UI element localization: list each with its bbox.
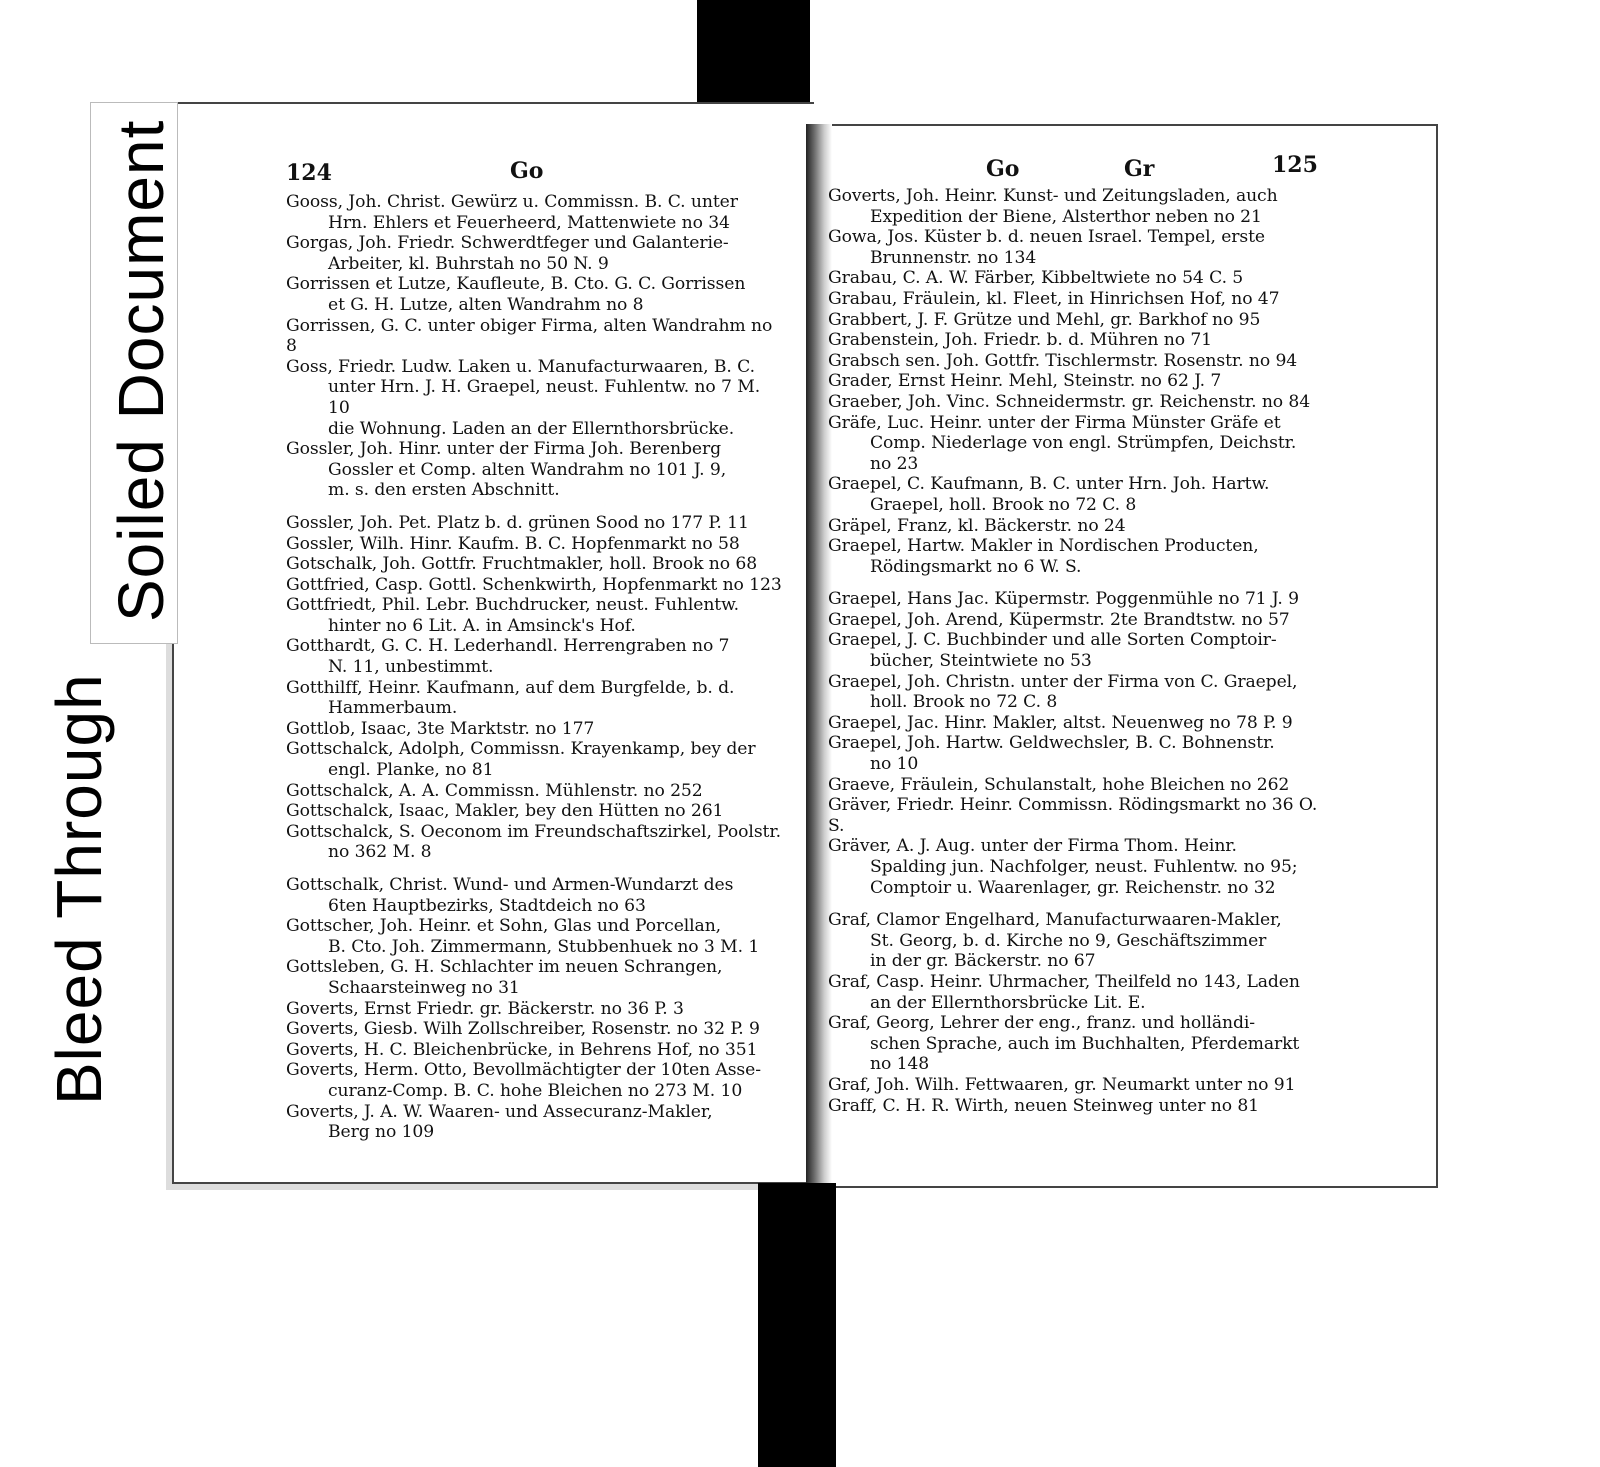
- entry-first-line: Gottfried, Casp. Gottl. Schenkwirth, Hopfenmarkt no 123: [286, 574, 782, 595]
- entry-first-line: Gotthardt, G. C. H. Lederhandl. Herrengraben no 7: [286, 636, 730, 657]
- entry-continuation-line: no 148: [870, 1054, 930, 1075]
- directory-entry: [286, 233, 786, 274]
- entry-first-line: Goss, Friedr. Ludw. Laken u. Manufacturwaaren, B. C.: [286, 356, 755, 377]
- directory-entry: [286, 534, 786, 555]
- entry-continuation-line: hinter no 6 Lit. A. in Amsinck's Hof.: [328, 615, 636, 636]
- entry-first-line: Gossler, Joh. Pet. Platz b. d. grünen Sood no 177 P. 11: [286, 512, 749, 533]
- entry-continuation-line: engl. Planke, no 81: [328, 760, 494, 781]
- entry-first-line: Graepel, Jac. Hinr. Makler, altst. Neuenweg no 78 P. 9: [828, 712, 1293, 733]
- directory-entry: [286, 822, 786, 863]
- bleed-through-label: Bleed Through: [43, 673, 115, 1105]
- entry-first-line: Gottfriedt, Phil. Lebr. Buchdrucker, neust. Fuhlentw.: [286, 595, 740, 616]
- soiled-document-label: Soiled Document: [105, 119, 177, 622]
- directory-entry: [828, 672, 1328, 713]
- entry-continuation-line: Berg no 109: [328, 1122, 435, 1143]
- entry-first-line: Grabenstein, Joh. Friedr. b. d. Mühren no 71: [828, 330, 1212, 351]
- directory-entry: [286, 595, 786, 636]
- directory-entry: [286, 678, 786, 719]
- directory-entry: [828, 1013, 1328, 1075]
- entry-gap: [828, 898, 1328, 910]
- right-page-heading-left: Go: [986, 156, 1020, 182]
- entry-first-line: Gräver, Friedr. Heinr. Commissn. Rödingsmarkt no 36 O. S.: [828, 795, 1323, 836]
- entry-first-line: Gooss, Joh. Christ. Gewürz u. Commissn. B. C. unter: [286, 192, 738, 212]
- entry-first-line: Gotthilff, Heinr. Kaufmann, auf dem Burgfelde, b. d.: [286, 677, 735, 698]
- directory-entry: [828, 1096, 1328, 1117]
- entry-first-line: Goverts, H. C. Bleichenbrücke, in Behrens Hof, no 351: [286, 1039, 758, 1060]
- entry-first-line: Graf, Casp. Heinr. Uhrmacher, Theilfeld no 143, Laden: [828, 971, 1300, 992]
- entry-continuation-line: die Wohnung. Laden an der Ellernthorsbrücke.: [328, 418, 735, 439]
- directory-entry: [828, 413, 1328, 475]
- directory-entry: [828, 392, 1328, 413]
- directory-entry: [286, 739, 786, 780]
- entry-first-line: Gottlob, Isaac, 3te Marktstr. no 177: [286, 718, 595, 739]
- directory-entry: [286, 957, 786, 998]
- entry-continuation-line: St. Georg, b. d. Kirche no 9, Geschäftszimmer: [870, 930, 1267, 951]
- left-page-entries: [286, 192, 786, 1143]
- entry-first-line: Goverts, Joh. Heinr. Kunst- und Zeitungsladen, auch: [828, 186, 1278, 206]
- entry-first-line: Graff, C. H. R. Wirth, neuen Steinweg unter no 81: [828, 1095, 1259, 1116]
- directory-entry: [286, 1102, 786, 1143]
- directory-entry: [286, 916, 786, 957]
- entry-first-line: Graf, Georg, Lehrer der eng., franz. und holländi-: [828, 1013, 1255, 1034]
- directory-entry: [828, 371, 1328, 392]
- entry-first-line: Grader, Ernst Heinr. Mehl, Steinstr. no 62 J. 7: [828, 371, 1222, 392]
- directory-entry: [286, 554, 786, 575]
- directory-entry: [286, 316, 786, 357]
- binding-spine-bottom: [758, 1183, 836, 1467]
- directory-entry: [286, 1019, 786, 1040]
- entry-first-line: Goverts, J. A. W. Waaren- und Assecuranz-Makler,: [286, 1101, 713, 1122]
- directory-entry: [828, 227, 1328, 268]
- directory-entry: [286, 575, 786, 596]
- right-page-entries: [828, 186, 1328, 1116]
- entry-first-line: Gorrissen, G. C. unter obiger Firma, alten Wandrahm no 8: [286, 315, 778, 357]
- directory-entry: [286, 439, 786, 501]
- entry-continuation-line: B. Cto. Joh. Zimmermann, Stubbenhuek no 3 M. 1: [328, 936, 760, 957]
- entry-first-line: Gottschalk, Christ. Wund- und Armen-Wundarzt des: [286, 875, 734, 895]
- directory-entry: [286, 513, 786, 534]
- entry-continuation-line: no 10: [870, 754, 919, 775]
- right-page-number: 125: [1272, 152, 1318, 178]
- entry-continuation-line: Gossler et Comp. alten Wandrahm no 101 J. 9,: [328, 459, 727, 480]
- entry-continuation-line: Comp. Niederlage von engl. Strümpfen, Deichstr.: [870, 433, 1297, 454]
- entry-first-line: Gottschalck, Isaac, Makler, bey den Hütten no 261: [286, 801, 724, 822]
- directory-entry: [828, 289, 1328, 310]
- entry-first-line: Graepel, Joh. Hartw. Geldwechsler, B. C. Bohnenstr.: [828, 733, 1275, 754]
- entry-continuation-line: an der Ellernthorsbrücke Lit. E.: [870, 992, 1146, 1013]
- entry-first-line: Gottschalck, Adolph, Commissn. Krayenkamp, bey der: [286, 739, 756, 760]
- entry-gap: [828, 577, 1328, 589]
- entry-continuation-line: in der gr. Bäckerstr. no 67: [870, 951, 1096, 972]
- entry-continuation-line: no 23: [870, 453, 919, 474]
- entry-first-line: Goverts, Ernst Friedr. gr. Bäckerstr. no 36 P. 3: [286, 998, 684, 1019]
- entry-first-line: Graepel, Joh. Christn. unter der Firma von C. Graepel,: [828, 671, 1298, 692]
- entry-gap: [286, 501, 786, 513]
- entry-continuation-line: curanz-Comp. B. C. hohe Bleichen no 273 M. 10: [328, 1080, 743, 1101]
- entry-continuation-line: bücher, Steintwiete no 53: [870, 651, 1092, 672]
- entry-continuation-line: Schaarsteinweg no 31: [328, 977, 520, 998]
- directory-entry: [828, 474, 1328, 515]
- entry-first-line: Gotschalk, Joh. Gottfr. Fruchtmakler, holl. Brook no 68: [286, 554, 758, 575]
- directory-entry: [286, 719, 786, 740]
- directory-entry: [828, 330, 1328, 351]
- directory-entry: [828, 630, 1328, 671]
- left-page-number: 124: [286, 160, 332, 186]
- directory-entry: [286, 875, 786, 916]
- directory-entry: [828, 836, 1328, 898]
- directory-entry: [828, 536, 1328, 577]
- directory-entry: [828, 972, 1328, 1013]
- entry-first-line: Gorrissen et Lutze, Kaufleute, B. Cto. G. C. Gorrissen: [286, 274, 746, 295]
- entry-first-line: Gottscher, Joh. Heinr. et Sohn, Glas und Porcellan,: [286, 916, 722, 937]
- entry-first-line: Graeve, Fräulein, Schulanstalt, hohe Bleichen no 262: [828, 774, 1290, 795]
- entry-first-line: Graeber, Joh. Vinc. Schneidermstr. gr. Reichenstr. no 84: [828, 391, 1311, 412]
- directory-entry: [286, 1040, 786, 1061]
- left-page-heading: Go: [510, 158, 544, 184]
- entry-first-line: Grabau, Fräulein, kl. Fleet, in Hinrichsen Hof, no 47: [828, 288, 1280, 309]
- directory-entry: [828, 310, 1328, 331]
- entry-continuation-line: N. 11, unbestimmt.: [328, 657, 494, 678]
- entry-first-line: Goverts, Giesb. Wilh Zollschreiber, Rosenstr. no 32 P. 9: [286, 1019, 760, 1040]
- directory-entry: [286, 1060, 786, 1101]
- entry-continuation-line: Arbeiter, kl. Buhrstah no 50 N. 9: [328, 253, 609, 274]
- entry-first-line: Gräpel, Franz, kl. Bäckerstr. no 24: [828, 515, 1126, 536]
- entry-first-line: Graepel, Joh. Arend, Küpermstr. 2te Brandtstw. no 57: [828, 609, 1290, 630]
- entry-continuation-line: Spalding jun. Nachfolger, neust. Fuhlentw. no 95;: [870, 857, 1298, 877]
- directory-entry: [286, 801, 786, 822]
- directory-entry: [286, 274, 786, 315]
- directory-entry: [286, 999, 786, 1020]
- entry-first-line: Graepel, Hans Jac. Küpermstr. Poggenmühle no 71 J. 9: [828, 589, 1299, 610]
- entry-continuation-line: Expedition der Biene, Alsterthor neben no 21: [870, 206, 1262, 227]
- directory-entry: [828, 910, 1328, 972]
- entry-continuation-line: Hammerbaum.: [328, 698, 458, 719]
- directory-entry: [828, 268, 1328, 289]
- entry-continuation-line: et G. H. Lutze, alten Wandrahm no 8: [328, 294, 644, 315]
- directory-entry: [828, 516, 1328, 537]
- entry-first-line: Gräver, A. J. Aug. unter der Firma Thom. Heinr.: [828, 836, 1237, 857]
- entry-continuation-line: holl. Brook no 72 C. 8: [870, 692, 1058, 713]
- entry-first-line: Goverts, Herm. Otto, Bevollmächtigter der 10ten Asse-: [286, 1060, 761, 1081]
- entry-continuation-line: schen Sprache, auch im Buchhalten, Pferdemarkt: [870, 1033, 1300, 1054]
- directory-entry: [286, 192, 786, 233]
- entry-first-line: Gottschalck, S. Oeconom im Freundschaftszirkel, Poolstr.: [286, 821, 781, 842]
- directory-entry: [828, 186, 1328, 227]
- entry-continuation-line: 6ten Hauptbezirks, Stadtdeich no 63: [328, 895, 646, 916]
- entry-first-line: Gorgas, Joh. Friedr. Schwerdtfeger und Galanterie-: [286, 233, 729, 254]
- directory-entry: [828, 775, 1328, 796]
- entry-first-line: Gräfe, Luc. Heinr. unter der Firma Münster Gräfe et: [828, 412, 1281, 433]
- directory-entry: [828, 610, 1328, 631]
- right-page-heading-right: Gr: [1124, 156, 1155, 182]
- entry-first-line: Gossler, Wilh. Hinr. Kaufm. B. C. Hopfenmarkt no 58: [286, 533, 740, 554]
- directory-entry: [828, 1075, 1328, 1096]
- entry-first-line: Gottsleben, G. H. Schlachter im neuen Schrangen,: [286, 957, 723, 978]
- entry-first-line: Graf, Clamor Engelhard, Manufacturwaaren-Makler,: [828, 910, 1282, 931]
- directory-entry: [828, 351, 1328, 372]
- entry-continuation-line: Brunnenstr. no 134: [870, 247, 1037, 268]
- entry-first-line: Grabbert, J. F. Grütze und Mehl, gr. Barkhof no 95: [828, 309, 1261, 330]
- entry-continuation-line: Comptoir u. Waarenlager, gr. Reichenstr. no 32: [870, 877, 1276, 898]
- entry-first-line: Graf, Joh. Wilh. Fettwaaren, gr. Neumarkt unter no 91: [828, 1074, 1296, 1095]
- directory-entry: [286, 357, 786, 439]
- directory-entry: [286, 781, 786, 802]
- entry-continuation-line: unter Hrn. J. H. Graepel, neust. Fuhlentw. no 7 M. 10: [328, 377, 766, 418]
- directory-entry: [828, 589, 1328, 610]
- entry-first-line: Graepel, C. Kaufmann, B. C. unter Hrn. Joh. Hartw.: [828, 474, 1270, 495]
- entry-continuation-line: no 362 M. 8: [328, 842, 432, 863]
- entry-continuation-line: Graepel, holl. Brook no 72 C. 8: [870, 494, 1137, 515]
- entry-first-line: Grabsch sen. Joh. Gottfr. Tischlermstr. Rosenstr. no 94: [828, 350, 1298, 371]
- entry-first-line: Graepel, J. C. Buchbinder und alle Sorten Comptoir-: [828, 630, 1277, 651]
- directory-entry: [828, 795, 1328, 836]
- entry-continuation-line: Rödingsmarkt no 6 W. S.: [870, 556, 1082, 577]
- directory-entry: [828, 733, 1328, 774]
- entry-first-line: Gowa, Jos. Küster b. d. neuen Israel. Tempel, erste: [828, 227, 1265, 248]
- entry-continuation-line: Hrn. Ehlers et Feuerheerd, Mattenwiete no 34: [328, 212, 730, 233]
- entry-gap: [286, 863, 786, 875]
- directory-entry: [828, 713, 1328, 734]
- entry-continuation-line: m. s. den ersten Abschnitt.: [328, 480, 560, 501]
- entry-first-line: Grabau, C. A. W. Färber, Kibbeltwiete no 54 C. 5: [828, 268, 1244, 289]
- entry-first-line: Gossler, Joh. Hinr. unter der Firma Joh. Berenberg: [286, 439, 721, 460]
- entry-first-line: Gottschalck, A. A. Commissn. Mühlenstr. no 252: [286, 780, 703, 801]
- entry-first-line: Graepel, Hartw. Makler in Nordischen Producten,: [828, 536, 1259, 557]
- directory-entry: [286, 636, 786, 677]
